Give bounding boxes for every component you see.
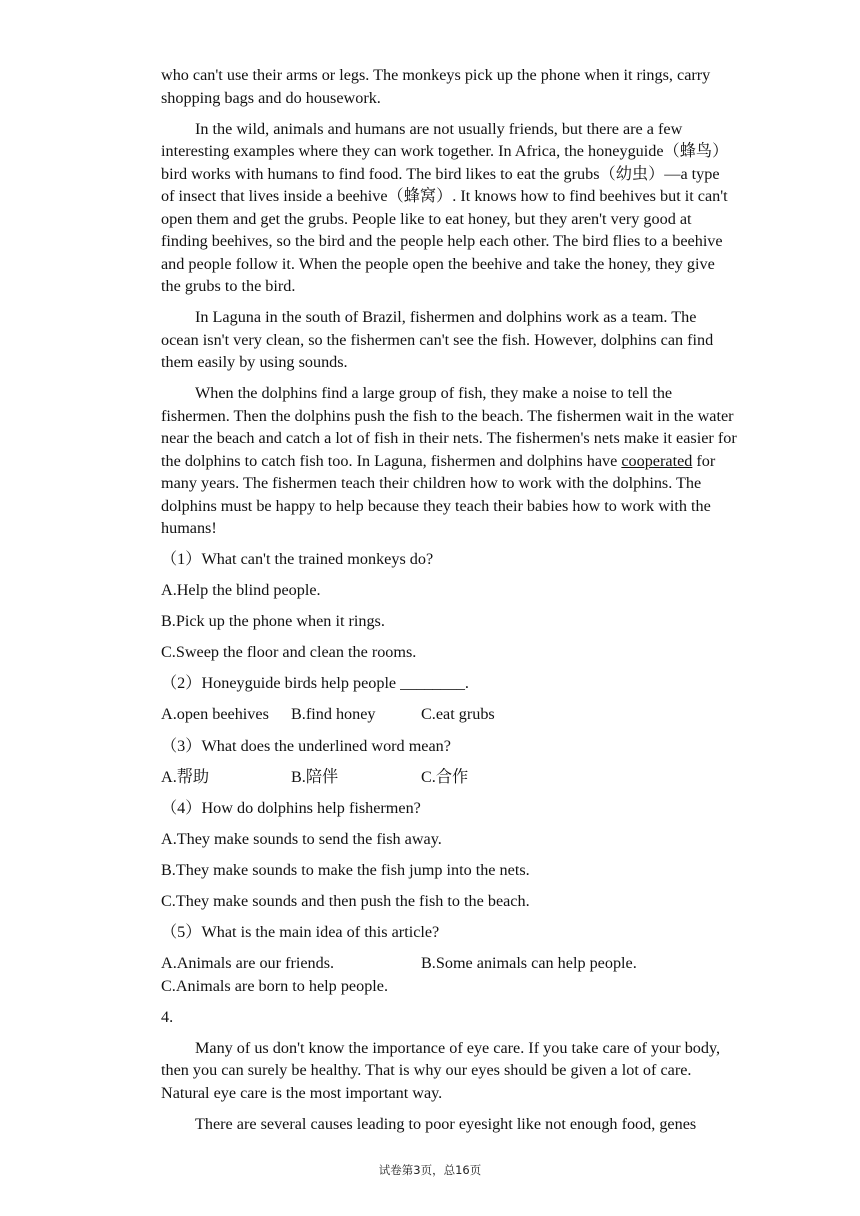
question-2-stem: （2）Honeyguide birds help people ________. <box>161 674 469 693</box>
question-2-option-a: A.open beehives <box>161 705 269 724</box>
question-3-option-b: B.陪伴 <box>291 767 339 786</box>
question-3-option-a: A.帮助 <box>161 767 210 786</box>
question-3-stem: （3）What does the underlined word mean? <box>161 736 451 755</box>
question-3-option-c: C.合作 <box>421 767 469 786</box>
question-5-stem: （5）What is the main idea of this article? <box>161 923 440 942</box>
question-4-option-b: B.They make sounds to make the fish jump into the nets. <box>161 860 530 879</box>
question-5-option-b: B.Some animals can help people. <box>421 954 637 973</box>
question-5-option-a: A.Animals are our friends. <box>161 954 335 973</box>
question-2-options <box>161 703 737 726</box>
passage3-paragraph-2: In the wild, animals and humans are not usually friends, but there are a few interesting examples where they can work together. In Africa, the honeyguide（蜂鸟）bird works with humans to find food. The bird likes to eat the grubs（幼虫）—a type of insect that lives inside a beehive（蜂窝）. It knows how to find beehives but it can't open them and get the grubs. People like to eat honey, but they aren't very good at finding beehives, so the bird and the people help each other. The bird flies to a beehive and people follow it. When the people open the beehive and take the honey, they give the grubs to the bird. <box>161 119 729 295</box>
underlined-word: cooperated <box>621 451 693 470</box>
passage4-paragraph-2-start: There are several causes leading to poor eyesight like not enough food, genes <box>195 1114 697 1133</box>
question-1-option-c: C.Sweep the floor and clean the rooms. <box>161 643 417 662</box>
question-1-stem: （1）What can't the trained monkeys do? <box>161 550 434 568</box>
question-3-options <box>161 766 737 789</box>
passage4-paragraph-1: Many of us don't know the importance of eye care. If you take care of your body, then you can surely be healthy. That is why our eyes should be given a lot of care. Natural eye care is the most important way. <box>161 1038 721 1102</box>
passage3-paragraph-4 <box>161 382 737 540</box>
passage-4-number: 4. <box>161 1007 174 1026</box>
question-2-option-c: C.eat grubs <box>421 705 495 724</box>
question-1-option-a: A.Help the blind people. <box>161 581 321 600</box>
passage3-paragraph-3: In Laguna in the south of Brazil, fishermen and dolphins work as a team. The ocean isn't very clean, so the fishermen can't see the fish. However, dolphins can find them easily by using sounds. <box>161 308 714 371</box>
question-4-option-a: A.They make sounds to send the fish away. <box>161 829 442 848</box>
passage3-paragraph-4-after: for many years. The fishermen teach their children how to work with the dolphins. The dolphins must be happy to help because they teach their babies how to work with the humans! <box>161 451 716 537</box>
question-2-option-b: B.find honey <box>291 705 376 724</box>
passage3-paragraph-1-tail: who can't use their arms or legs. The monkeys pick up the phone when it rings, carry shopping bags and do housework. <box>161 66 711 107</box>
page-footer: 试卷第3页，总16页 <box>378 1163 482 1177</box>
passage3-paragraph-4-before: When the dolphins find a large group of fish, they make a noise to tell the fishermen. Then the dolphins push the fish to the beach. The fishermen wait in the water near the beach and catch a lot of fish in their nets. The fishermen's nets make it easier for the dolphins to catch fish too. In Laguna, fishermen and dolphins have <box>161 384 737 470</box>
question-4-stem: （4）How do dolphins help fishermen? <box>161 798 421 817</box>
question-1-option-b: B.Pick up the phone when it rings. <box>161 612 385 631</box>
question-4-option-c: C.They make sounds and then push the fish to the beach. <box>161 892 530 911</box>
question-5-options-row <box>161 952 737 975</box>
exam-page-content <box>161 64 737 1144</box>
question-5-option-c: C.Animals are born to help people. <box>161 976 389 995</box>
